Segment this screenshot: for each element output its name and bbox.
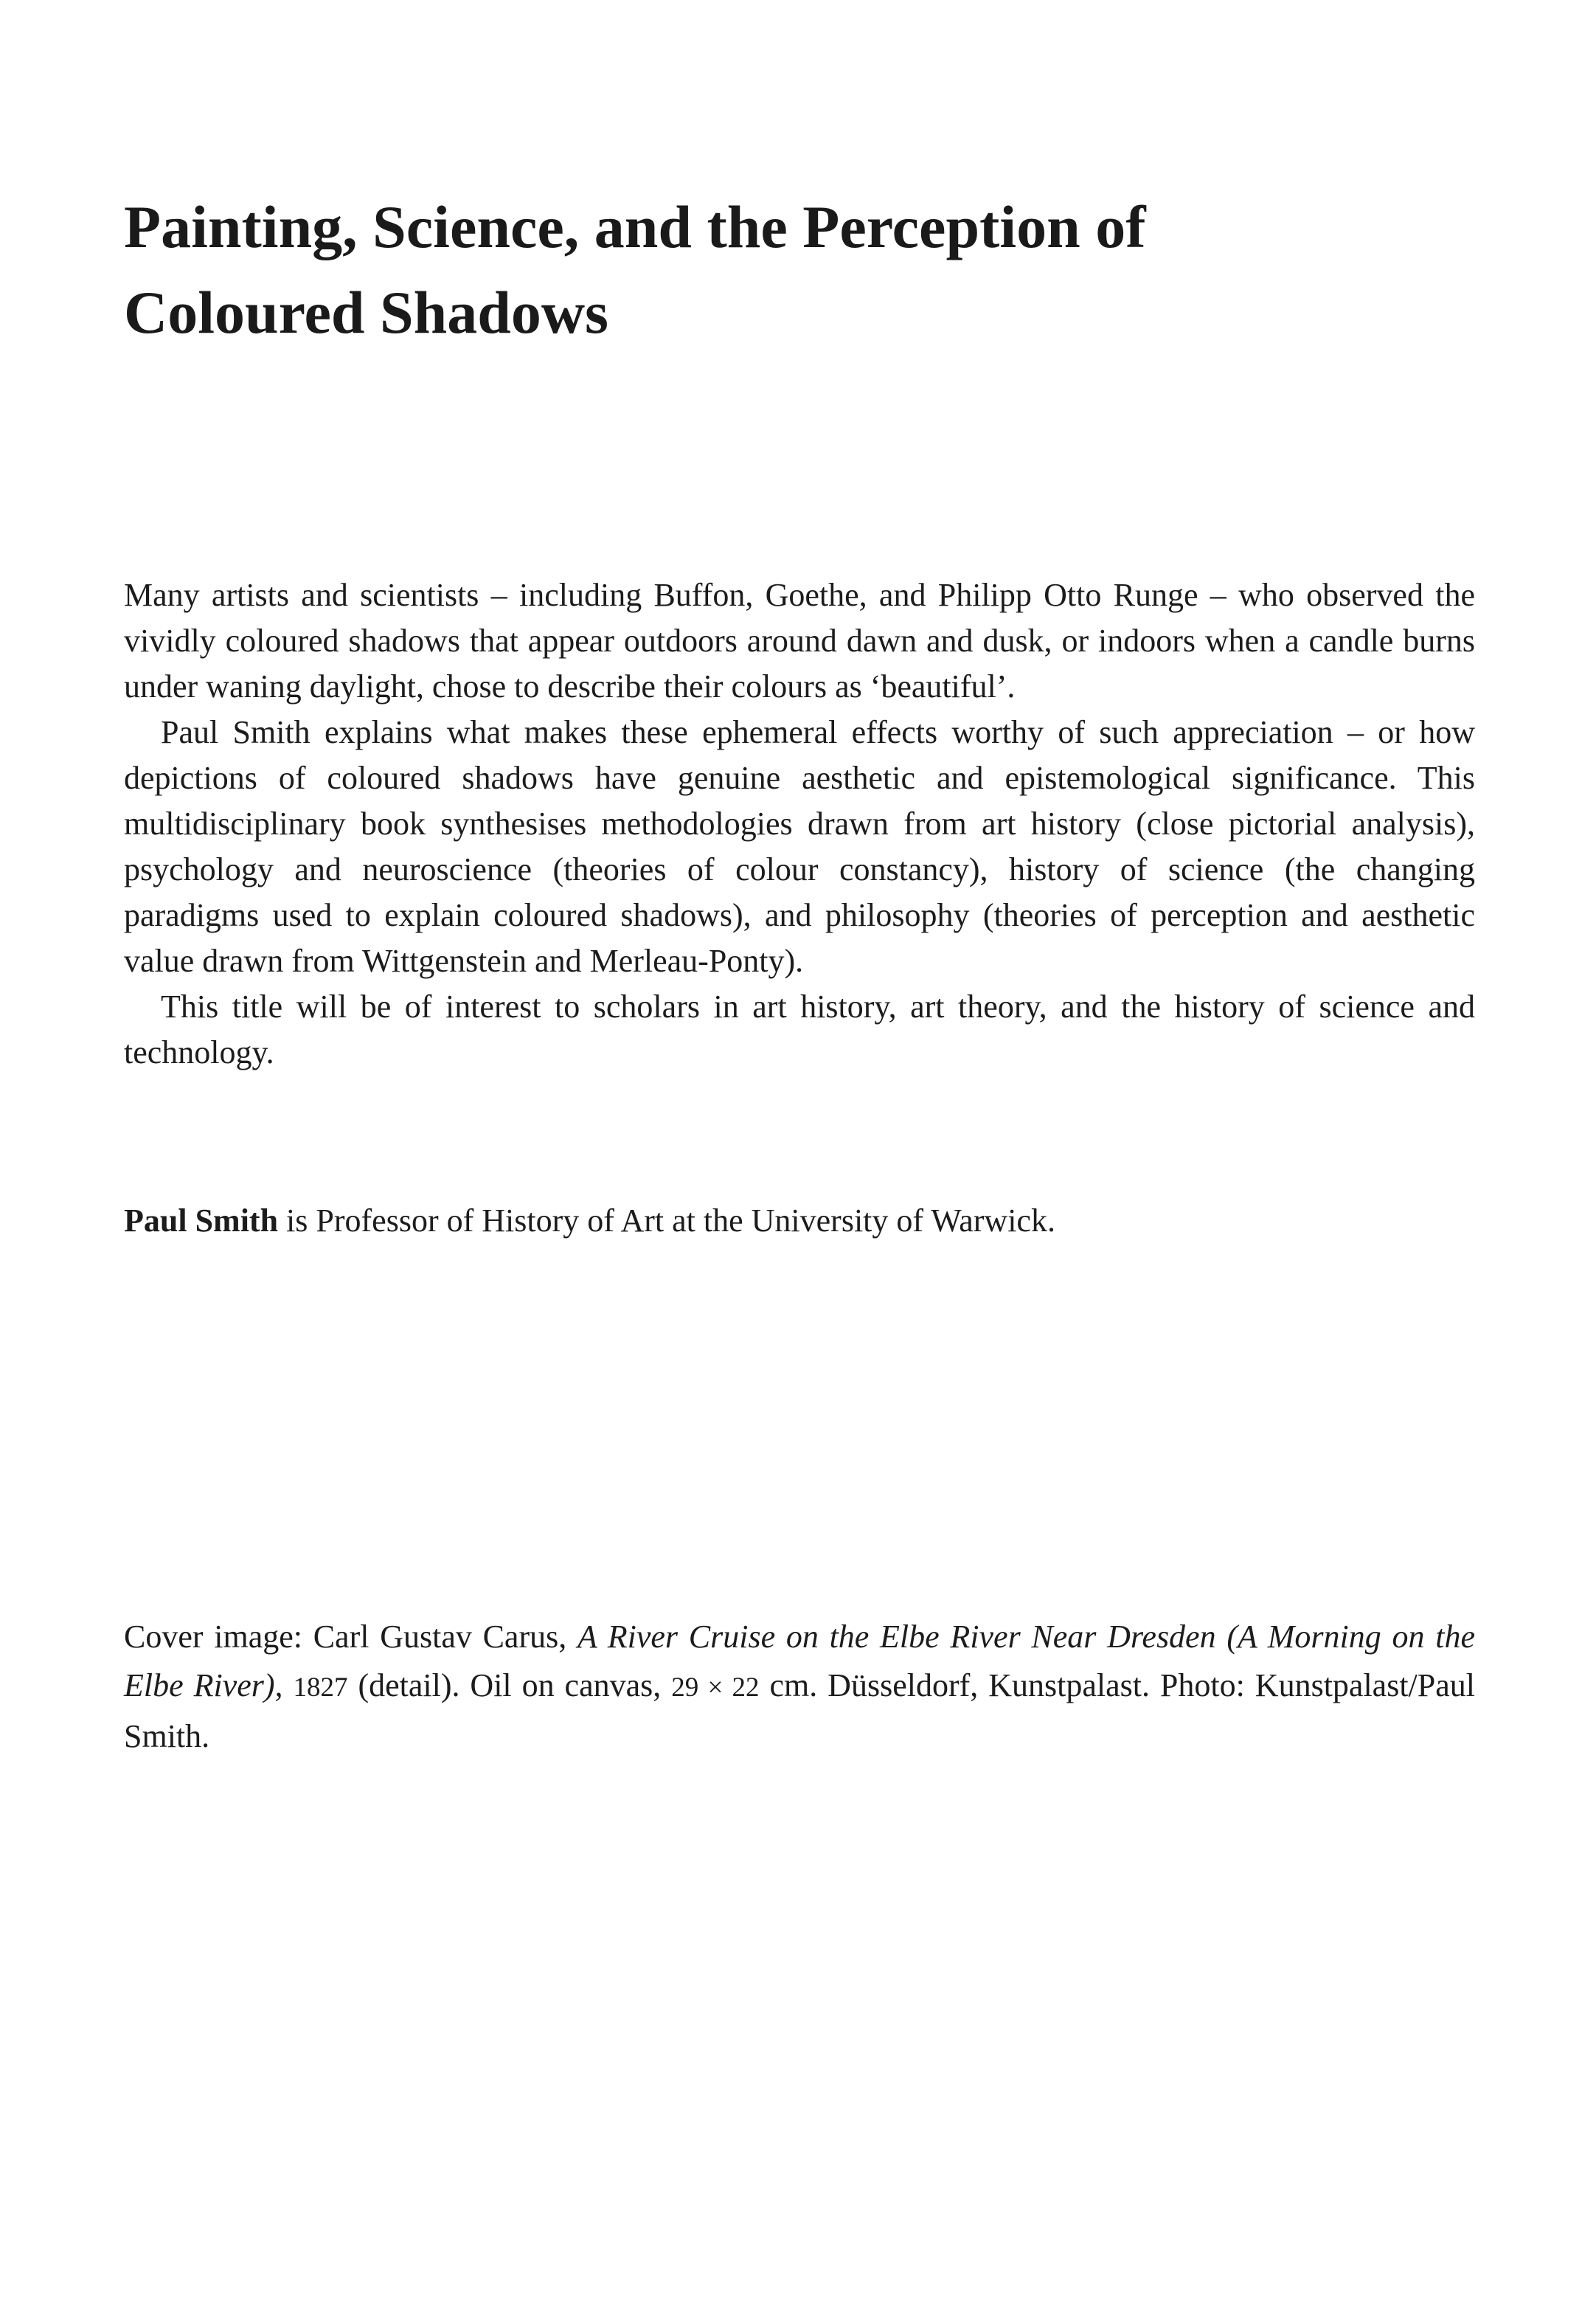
caption-segment: A River Cruise on the Elbe River Near Dresden (A Morning on the Elbe River),: [124, 1619, 1475, 1703]
author-note: [124, 1198, 1475, 1244]
title-line-1: Painting, Science, and the Perception of: [124, 193, 1146, 260]
author-name: Paul Smith: [124, 1202, 279, 1239]
book-description: [124, 572, 1475, 1076]
description-paragraph-1: Many artists and scientists – including Buffon, Goethe, and Philipp Otto Runge – who observed the vividly coloured shadows that appear outdoors around dawn and dusk, or indoors when a candle burns under waning daylight, chose to describe their colours as ‘beautiful’.: [124, 577, 1475, 705]
caption-segment: 1827: [293, 1672, 348, 1703]
description-paragraph-3: This title will be of interest to scholars in art history, art theory, and the history of science and technology.: [124, 989, 1475, 1070]
author-note-text: is Professor of History of Art at the University of Warwick.: [278, 1202, 1055, 1239]
caption-segment: (detail). Oil on canvas,: [347, 1667, 672, 1703]
title-line-2: Coloured Shadows: [124, 279, 608, 346]
caption-segment: 29 × 22: [671, 1672, 760, 1703]
caption-segment: Cover image: Carl Gustav Carus,: [124, 1619, 577, 1655]
caption-segment: cm. Düsseldorf, Kunstpalast. Photo: Kunstpalast/Paul Smith.: [124, 1667, 1475, 1754]
cover-image-caption: [124, 1613, 1475, 1761]
description-paragraph-2: Paul Smith explains what makes these ephemeral effects worthy of such appreciation – or how depictions of coloured shadows have genuine aesthetic and epistemological significance. This multidisciplinary book synthesises methodologies drawn from art history (close pictorial analysis), psychology and neuroscience (theories of colour constancy), history of science (the changing paradigms used to explain coloured shadows), and philosophy (theories of perception and aesthetic value drawn from Wittgenstein and Merleau-Ponty).: [124, 714, 1475, 979]
page-title: [124, 184, 1481, 356]
